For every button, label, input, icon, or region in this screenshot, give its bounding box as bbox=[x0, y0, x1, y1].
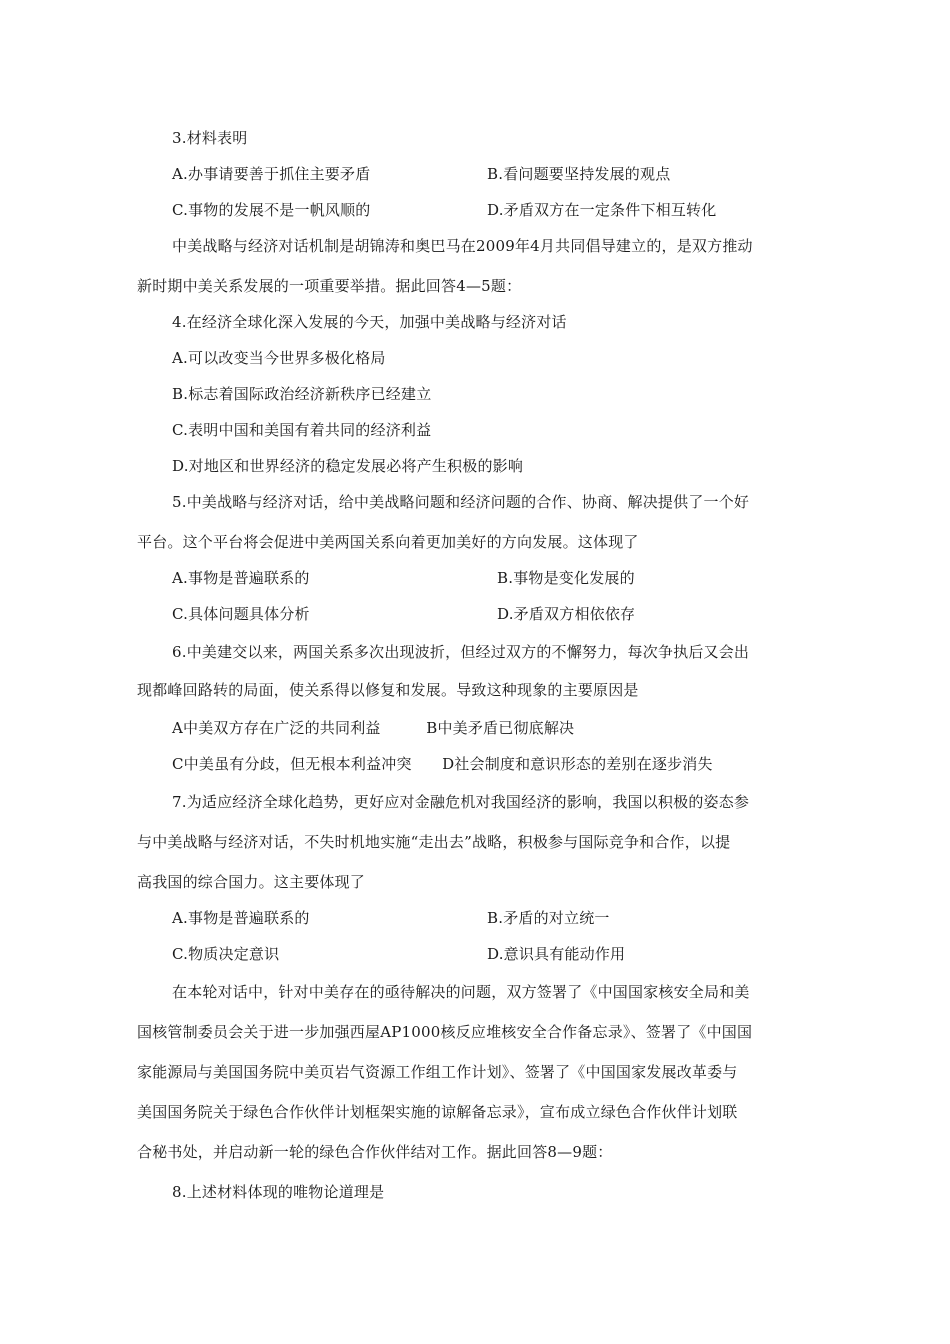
q6-options-ab: A中美双方存在广泛的共同利益 B中美矛盾已彻底解决 bbox=[172, 719, 575, 737]
q7-option-d: D.意识具有能动作用 bbox=[487, 945, 626, 963]
q3-stem: 3.材料表明 bbox=[172, 129, 248, 147]
q3-option-d: D.矛盾双方在一定条件下相互转化 bbox=[487, 201, 717, 219]
q3-option-a: A.办事请要善于抓住主要矛盾 bbox=[172, 165, 371, 183]
q7-option-c: C.物质决定意识 bbox=[172, 945, 280, 963]
q7-option-a: A.事物是普遍联系的 bbox=[172, 909, 310, 927]
q4-option-c: C.表明中国和美国有着共同的经济利益 bbox=[172, 421, 432, 439]
material1-line2: 新时期中美关系发展的一项重要举措。据此回答4—5题： bbox=[137, 277, 522, 295]
q7-option-b: B.矛盾的对立统一 bbox=[487, 909, 610, 927]
q6-stem-line2: 现都峰回路转的局面，使关系得以修复和发展。导致这种现象的主要原因是 bbox=[137, 681, 639, 699]
q7-stem-line2: 与中美战略与经济对话，不失时机地实施“走出去”战略，积极参与国际竞争和合作，以提 bbox=[137, 833, 731, 851]
q5-option-a: A.事物是普遍联系的 bbox=[172, 569, 310, 587]
q4-option-a: A.可以改变当今世界多极化格局 bbox=[172, 349, 386, 367]
q4-option-b: B.标志着国际政治经济新秩序已经建立 bbox=[172, 385, 432, 403]
q5-option-d: D.矛盾双方相依依存 bbox=[497, 605, 636, 623]
material1-line1: 中美战略与经济对话机制是胡锦涛和奥巴马在2009年4月共同倡导建立的，是双方推动 bbox=[172, 237, 753, 255]
q5-option-c: C.具体问题具体分析 bbox=[172, 605, 310, 623]
q3-option-b: B.看问题要坚持发展的观点 bbox=[487, 165, 671, 183]
q8-stem: 8.上述材料体现的唯物论道理是 bbox=[172, 1183, 385, 1201]
material2-line1: 在本轮对话中，针对中美存在的亟待解决的问题，双方签署了《中国国家核安全局和美 bbox=[172, 983, 750, 1001]
q4-stem: 4.在经济全球化深入发展的今天，加强中美战略与经济对话 bbox=[172, 313, 567, 331]
q4-option-d: D.对地区和世界经济的稳定发展必将产生积极的影响 bbox=[172, 457, 524, 475]
material2-line2: 国核管制委员会关于进一步加强西屋AP1000核反应堆核安全合作备忘录》、签署了《中国国 bbox=[137, 1023, 753, 1041]
q7-stem-line3: 高我国的综合国力。这主要体现了 bbox=[137, 873, 366, 891]
q6-options-cd: C中美虽有分歧，但无根本利益冲突 D社会制度和意识形态的差别在逐步消失 bbox=[172, 755, 713, 773]
q7-stem-line1: 7.为适应经济全球化趋势，更好应对金融危机对我国经济的影响，我国以积极的姿态参 bbox=[172, 793, 750, 811]
material2-line4: 美国国务院关于绿色合作伙伴计划框架实施的谅解备忘录》，宣布成立绿色合作伙伴计划联 bbox=[137, 1103, 738, 1121]
q5-stem-line2: 平台。这个平台将会促进中美两国关系向着更加美好的方向发展。这体现了 bbox=[137, 533, 639, 551]
q5-stem-line1: 5.中美战略与经济对话，给中美战略问题和经济问题的合作、协商、解决提供了一个好 bbox=[172, 493, 750, 511]
q6-stem-line1: 6.中美建交以来，两国关系多次出现波折，但经过双方的不懈努力，每次争执后又会出 bbox=[172, 643, 750, 661]
q3-option-c: C.事物的发展不是一帆风顺的 bbox=[172, 201, 371, 219]
material2-line5: 合秘书处，并启动新一轮的绿色合作伙伴结对工作。据此回答8—9题： bbox=[137, 1143, 613, 1161]
material2-line3: 家能源局与美国国务院中美页岩气资源工作组工作计划》、签署了《中国国家发展改革委与 bbox=[137, 1063, 738, 1081]
q5-option-b: B.事物是变化发展的 bbox=[497, 569, 635, 587]
